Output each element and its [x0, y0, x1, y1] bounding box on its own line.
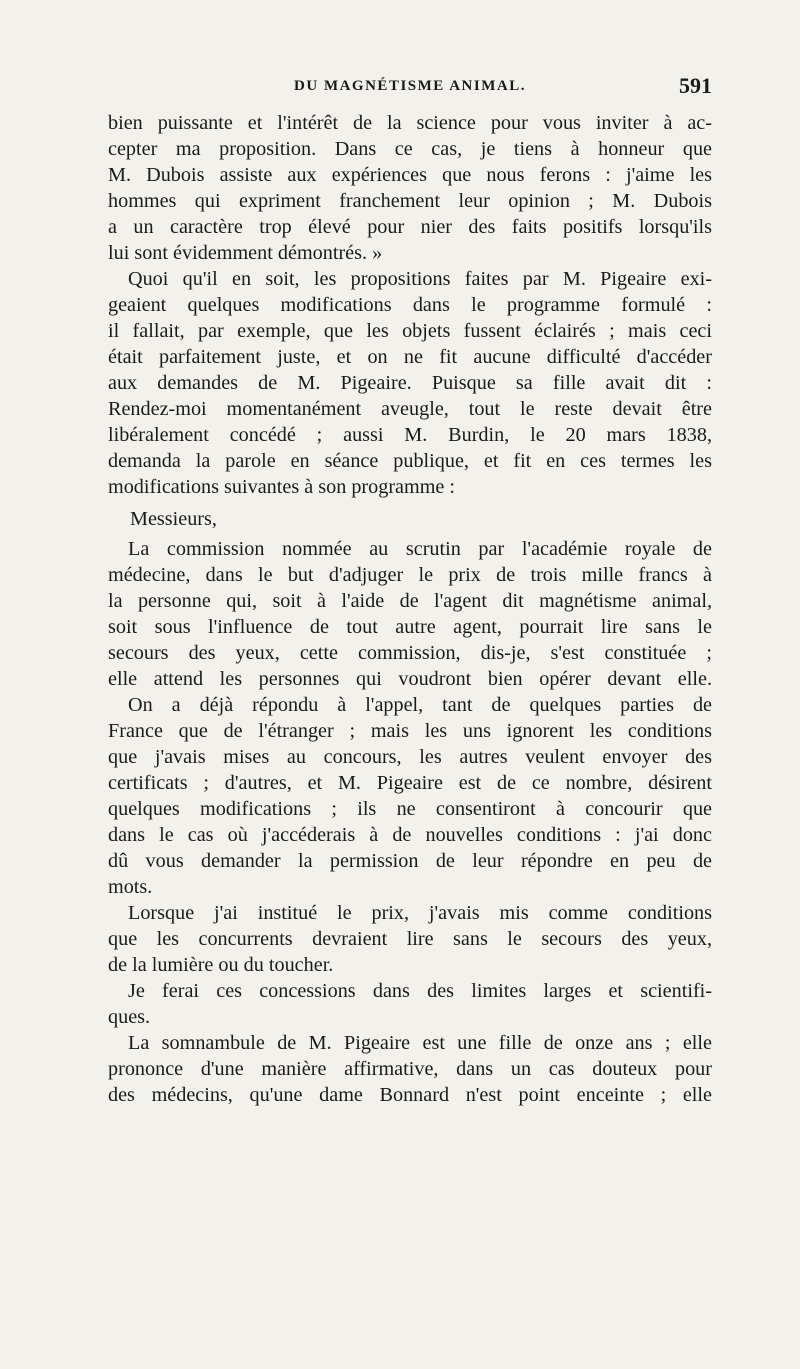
text-line: Lorsque j'ai institué le prix, j'avais mis comme conditions	[128, 902, 712, 924]
text-line: La commission nommée au scrutin par l'académie royale de	[128, 538, 712, 560]
page-number: 591	[679, 73, 712, 98]
text-line: Rendez-moi momentanément aveugle, tout le reste devait être	[108, 398, 712, 420]
salutation-line: Messieurs,	[130, 508, 217, 530]
text-line: cepter ma proposition. Dans ce cas, je tiens à honneur que	[108, 138, 712, 160]
text-line: des médecins, qu'une dame Bonnard n'est point enceinte ; elle	[108, 1084, 712, 1106]
text-line: mots.	[108, 876, 153, 898]
text-line: On a déjà répondu à l'appel, tant de quelques parties de	[128, 694, 712, 716]
text-line: a un caractère trop élevé pour nier des faits positifs lorsqu'ils	[108, 216, 712, 238]
text-line: La somnambule de M. Pigeaire est une fille de onze ans ; elle	[128, 1032, 712, 1054]
text-line: aux demandes de M. Pigeaire. Puisque sa fille avait dit :	[108, 372, 712, 394]
text-line: la personne qui, soit à l'aide de l'agent dit magnétisme animal,	[108, 590, 712, 612]
text-line: était parfaitement juste, et on ne fit aucune difficulté d'accéder	[108, 346, 712, 368]
text-line: prononce d'une manière affirmative, dans un cas douteux pour	[108, 1058, 712, 1080]
text-line: bien puissante et l'intérêt de la science pour vous inviter à ac-	[108, 112, 712, 134]
text-line: certificats ; d'autres, et M. Pigeaire est de ce nombre, désirent	[108, 772, 712, 794]
text-line: médecine, dans le but d'adjuger le prix de trois mille francs à	[108, 564, 712, 586]
text-line: demanda la parole en séance publique, et fit en ces termes les	[108, 450, 712, 472]
text-line: que les concurrents devraient lire sans le secours des yeux,	[108, 928, 712, 950]
text-line: M. Dubois assiste aux expériences que nous ferons : j'aime les	[108, 164, 712, 186]
text-line: lui sont évidemment démontrés. »	[108, 242, 383, 264]
text-line: il fallait, par exemple, que les objets fussent éclairés ; mais ceci	[108, 320, 712, 342]
text-line: quelques modifications ; ils ne consentiront à concourir que	[108, 798, 712, 820]
text-line: dans le cas où j'accéderais à de nouvelles conditions : j'ai donc	[108, 824, 712, 846]
page-header	[108, 73, 712, 108]
text-line: libéralement concédé ; aussi M. Burdin, le 20 mars 1838,	[108, 424, 712, 446]
text-line: France que de l'étranger ; mais les uns ignorent les conditions	[108, 720, 712, 742]
text-line: geaient quelques modifications dans le programme formulé :	[108, 294, 712, 316]
text-line: Je ferai ces concessions dans des limites larges et scientifi-	[128, 980, 712, 1002]
text-line: que j'avais mises au concours, les autres veulent envoyer des	[108, 746, 712, 768]
text-line: elle attend les personnes qui voudront bien opérer devant elle.	[108, 668, 712, 690]
body-text	[108, 110, 712, 1108]
text-line: ques.	[108, 1006, 151, 1028]
text-line: secours des yeux, cette commission, dis-je, s'est constituée ;	[108, 642, 712, 664]
text-line: dû vous demander la permission de leur répondre en peu de	[108, 850, 712, 872]
text-line: hommes qui expriment franchement leur opinion ; M. Dubois	[108, 190, 712, 212]
text-line: soit sous l'influence de tout autre agent, pourrait lire sans le	[108, 616, 712, 638]
text-line: modifications suivantes à son programme :	[108, 476, 456, 498]
running-title: DU MAGNÉTISME ANIMAL.	[294, 78, 526, 94]
text-line: de la lumière ou du toucher.	[108, 954, 334, 976]
text-line: Quoi qu'il en soit, les propositions faites par M. Pigeaire exi-	[128, 268, 712, 290]
